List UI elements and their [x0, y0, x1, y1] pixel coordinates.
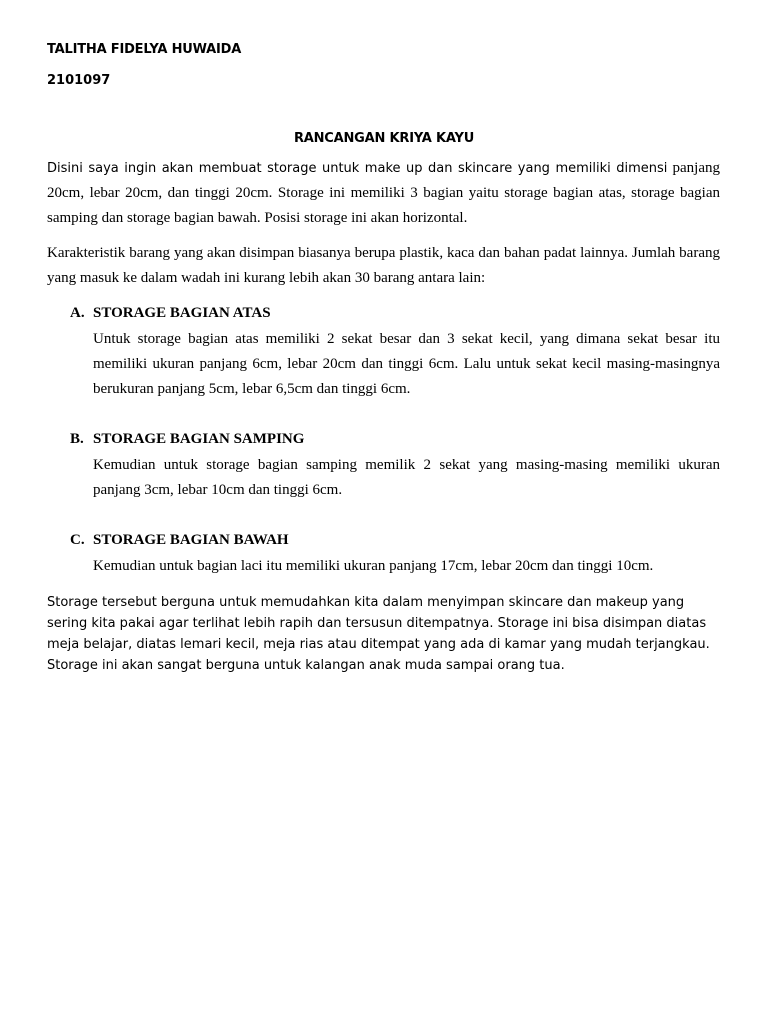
document-title: RANCANGAN KRIYA KAYU — [293, 131, 475, 146]
section-heading-b — [70, 431, 304, 448]
section-heading-text: STORAGE BAGIAN SAMPING — [93, 431, 305, 447]
section-letter: C. — [70, 532, 85, 548]
intro-paragraph — [47, 156, 720, 231]
section-heading-text: STORAGE BAGIAN ATAS — [93, 305, 271, 321]
section-heading-text: STORAGE BAGIAN BAWAH — [93, 532, 289, 548]
section-body-c: Kemudian untuk bagian laci itu memiliki ukuran panjang 17cm, lebar 20cm dan tinggi 10cm. — [93, 558, 654, 574]
section-body-a: Untuk storage bagian atas memiliki 2 sekat besar dan 3 sekat kecil, yang dimana sekat besar itu memiliki ukuran panjang 6cm, lebar 20cm dan tinggi 6cm. Lalu untuk sekat kecil masing-masingnya berukuran panjang 5cm, lebar 6,5cm dan tinggi 6cm. — [93, 331, 720, 397]
characteristics-paragraph: Karakteristik barang yang akan disimpan biasanya berupa plastik, kaca dan bahan padat lainnya. Jumlah barang yang masuk ke dalam wadah ini kurang lebih akan 30 barang antara lain: — [47, 245, 720, 286]
closing-paragraph: Storage tersebut berguna untuk memudahkan kita dalam menyimpan skincare dan makeup yang sering kita pakai agar terlihat lebih rapih dan tersusun ditempatnya. Storage ini bisa disimpan diatas meja belajar, diatas lemari kecil, meja rias atau ditempat yang ada di kamar yang mudah terjangkau. Storage ini akan sangat berguna untuk kalangan anak muda sampai orang tua. — [47, 595, 710, 673]
author-name: TALITHA FIDELYA HUWAIDA — [47, 42, 242, 57]
section-body-b: Kemudian untuk storage bagian samping memilik 2 sekat yang masing-masing memiliki ukuran panjang 3cm, lebar 10cm dan tinggi 6cm. — [93, 457, 720, 498]
intro-rest-text: panjang 20cm, lebar 20cm, dan tinggi 20cm. Storage ini memiliki 3 bagian yaitu storage bagian atas, storage bagian samping dan storage bagian bawah. Posisi storage ini akan horizontal. — [47, 160, 721, 226]
section-letter: B. — [70, 431, 84, 447]
section-heading-c — [70, 532, 289, 549]
section-letter: A. — [70, 305, 85, 321]
section-heading-a — [70, 305, 271, 322]
intro-lead-text: Disini saya ingin akan membuat storage untuk make up dan skincare yang memiliki dimensi — [47, 161, 668, 176]
student-id: 2101097 — [47, 73, 111, 88]
